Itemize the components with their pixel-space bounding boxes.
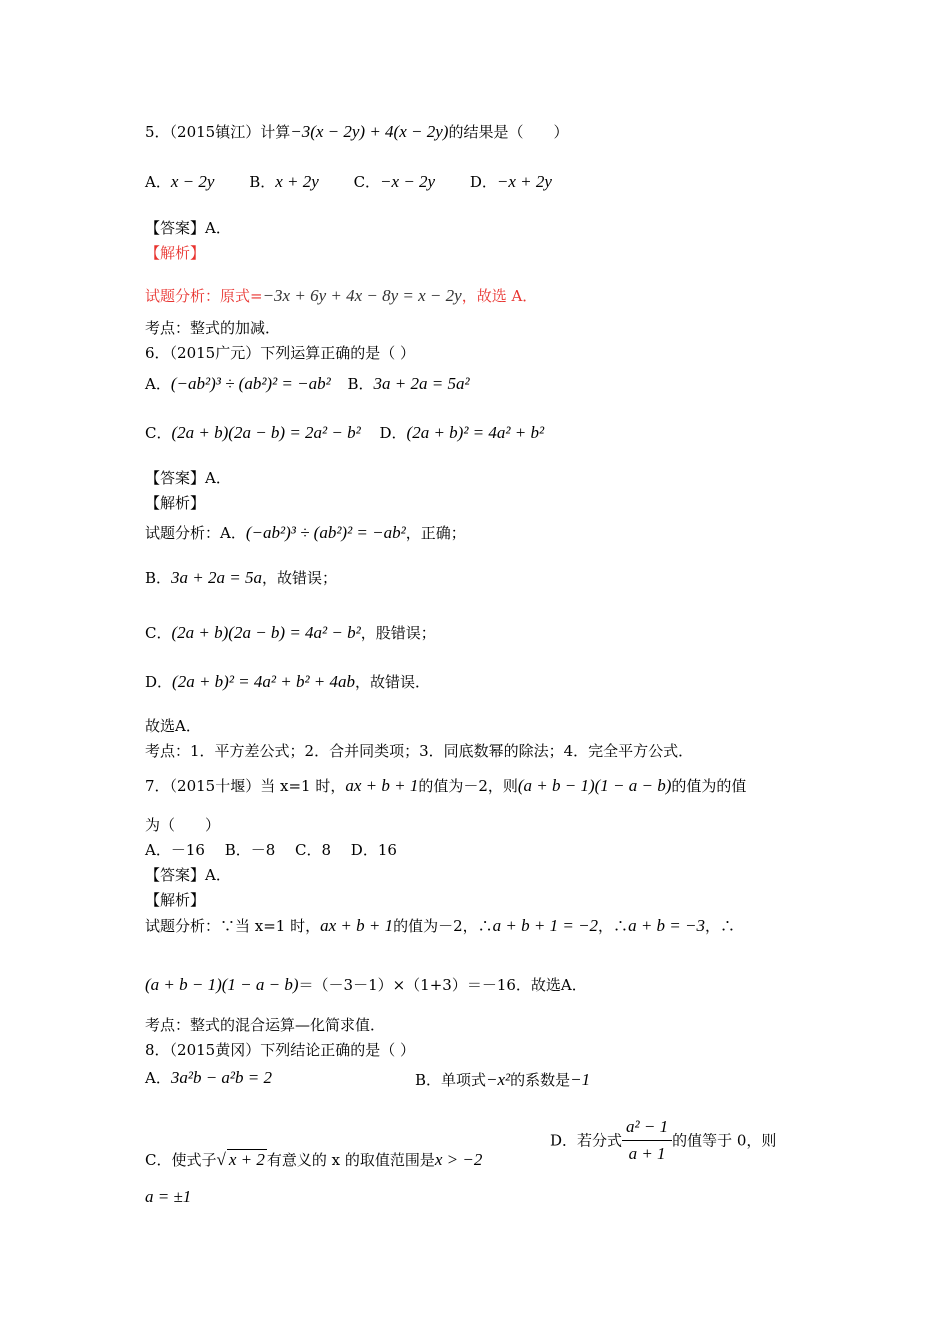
q6-option-a-expr: (−ab²)³ ÷ (ab²)² = −ab² — [170, 374, 331, 393]
q5-answer: 【答案】A． — [145, 219, 231, 237]
q8-fraction — [622, 1117, 672, 1164]
q5-option-a-expr: x − 2y — [170, 172, 215, 191]
q6-options-ab: A．(−ab²)³ ÷ (ab²)² = −ab² B．3a + 2a = 5a² — [145, 374, 470, 393]
q5-stem: 5．（2015镇江）计算−3(x − 2y) + 4(x − 2y)的结果是（ ） — [145, 122, 569, 141]
q5-option-a-label: A． — [145, 173, 171, 191]
q6-answer: 【答案】A． — [145, 469, 231, 487]
q7-answer: 【答案】A． — [145, 866, 231, 884]
q6-option-d-expr: (2a + b)² = 4a² + b² — [406, 423, 545, 442]
q8-option-b: B．单项式−x²的系数是−1 — [415, 1070, 591, 1089]
q7-analysis-header: 【解析】 — [145, 891, 206, 909]
q6-kaodian: 考点：1．平方差公式；2．合并同类项；3．同底数幂的除法；4．完全平方公式． — [145, 742, 694, 760]
sqrt-sign: √ — [216, 1150, 226, 1169]
q6-analysis-header: 【解析】 — [145, 494, 206, 512]
q5-kaodian: 考点：整式的加减． — [145, 319, 281, 337]
q6-option-b-expr: 3a + 2a = 5a² — [373, 374, 470, 393]
q5-analysis: 试题分析：原式=−3x + 6y + 4x − 8y = x − 2y，故选 A． — [145, 286, 538, 305]
q8-option-a: A．3a²b − a²b = 2 — [145, 1068, 272, 1087]
q6-option-c-expr: (2a + b)(2a − b) = 2a² − b² — [171, 423, 361, 442]
q7-stem-line2: 为（ ） — [145, 816, 221, 834]
q8-option-d: D．若分式 $\frac{\text{a² − 1}}{a + 1}$ 的值等于 0，则 — [550, 1117, 777, 1163]
q7-stem: 7．（2015十堰）当 x=1 时，ax + b + 1的值为－2，则(a + b − 1)(1 − a − b)的值为的值 — [145, 776, 747, 795]
q5-option-b-label: B． — [249, 173, 276, 191]
q6-analysis-c: C．(2a + b)(2a − b) = 4a² − b²，股错误； — [145, 623, 436, 642]
q5-option-d-label: D． — [469, 173, 497, 191]
q7-options: A．－16 B．－8 C．8 D．16 — [145, 841, 397, 859]
q5-analysis-header: 【解析】 — [145, 244, 206, 262]
q6-options-cd: C．(2a + b)(2a − b) = 2a² − b² D．(2a + b)² = 4a² + b² — [145, 423, 545, 442]
q5-option-c-label: C． — [353, 173, 381, 191]
q8-radicand: x + 2 — [228, 1150, 265, 1169]
q6-analysis-d: D．(2a + b)² = 4a² + b² + 4ab，故错误． — [145, 672, 431, 691]
q7-kaodian: 考点：整式的混合运算—化简求值． — [145, 1016, 386, 1034]
q5-analysis-expr: −3x + 6y + 4x − 8y = x − 2y — [262, 286, 462, 305]
q8-fraction-den: a + 1 — [628, 1144, 666, 1163]
q8-stem: 8．（2015黄冈）下列结论正确的是（ ） — [145, 1041, 415, 1059]
q5-option-b-expr: x + 2y — [275, 172, 319, 191]
q6-conclusion: 故选A． — [145, 717, 201, 735]
q8-last-expr: a = ±1 — [145, 1187, 192, 1206]
q6-stem: 6．（2015广元）下列运算正确的是（ ） — [145, 344, 415, 362]
q5-option-c-expr: −x − 2y — [380, 172, 436, 191]
q5-option-d-expr: −x + 2y — [496, 172, 552, 191]
q7-analysis-line2: (a + b − 1)(1 − a − b)＝（－3－1）×（1+3）＝－16．故选A． — [145, 975, 587, 994]
q8-option-c: C．使式子√ x + 2 有意义的 x 的取值范围是x > −2 — [145, 1150, 483, 1169]
q6-analysis-a: 试题分析：A．(−ab²)³ ÷ (ab²)² = −ab²，正确； — [145, 523, 466, 542]
q5-expr: −3(x − 2y) + 4(x − 2y) — [290, 122, 449, 141]
q5-options — [145, 172, 552, 192]
q8-fraction-num: a² − 1 — [622, 1117, 672, 1141]
q6-analysis-b: B．3a + 2a = 5a，故错误； — [145, 568, 337, 587]
q7-analysis-line1: 试题分析：∵当 x=1 时，ax + b + 1的值为－2，∴a + b + 1 = −2，∴a + b = −3，∴ — [145, 916, 735, 935]
